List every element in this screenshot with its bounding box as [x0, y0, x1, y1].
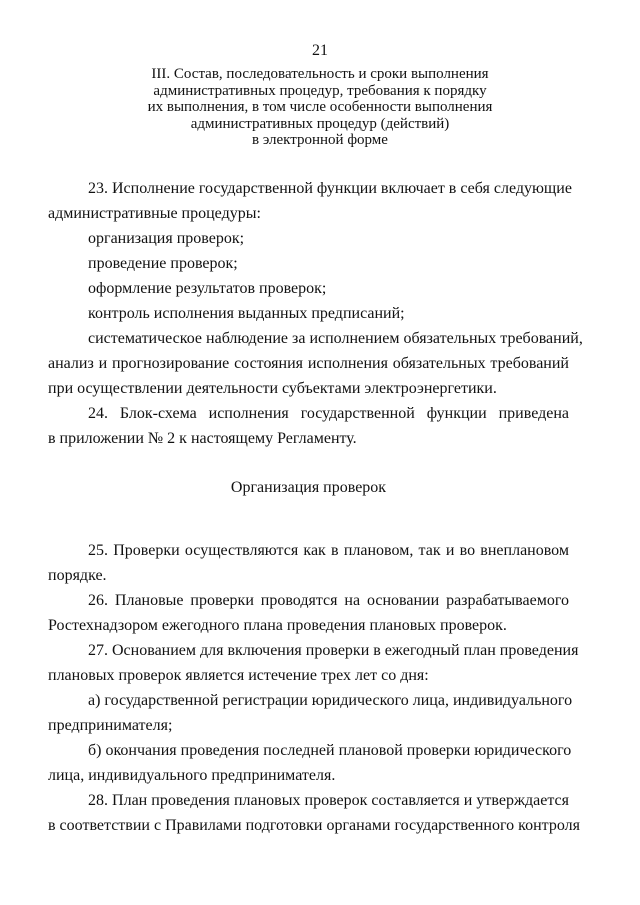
list-item: б) окончания проведения последней плановой проверки юридического	[88, 742, 572, 759]
text-line: в приложении № 2 к настоящему Регламенту.	[48, 430, 357, 447]
paragraph-26	[48, 588, 569, 638]
text-line: 26. Плановые проверки проводятся на основании разрабатываемого	[88, 592, 569, 609]
list-item: организация проверок;	[88, 230, 245, 247]
page-number: 21	[312, 42, 328, 59]
text-line: 27. Основанием для включения проверки в ежегодный план проведения	[88, 642, 579, 659]
section-heading	[120, 66, 520, 149]
subheading: Организация проверок	[230, 479, 387, 496]
text-line: порядке.	[48, 567, 107, 584]
text-line: анализ и прогнозирование состояния исполнения обязательных требований	[48, 355, 569, 372]
paragraph-24	[48, 401, 569, 451]
text-line: 28. План проведения плановых проверок составляется и утверждается	[88, 792, 569, 809]
section-heading-line: в электронной форме	[252, 132, 388, 149]
section-heading-line: их выполнения, в том числе особенности выполнения	[147, 99, 493, 116]
text-line: при осуществлении деятельности субъектами электроэнергетики.	[48, 380, 497, 397]
paragraph-25	[48, 538, 569, 588]
text-line: плановых проверок является истечение трех лет со дня:	[48, 667, 429, 684]
text-line: предпринимателя;	[48, 717, 173, 734]
list-item: а) государственной регистрации юридического лица, индивидуального	[88, 692, 573, 709]
text-line: 23. Исполнение государственной функции включает в себя следующие	[88, 180, 572, 197]
text-line: административные процедуры:	[48, 205, 261, 222]
text-line: 25. Проверки осуществляются как в плановом, так и во внеплановом	[88, 542, 569, 559]
list-item: проведение проверок;	[88, 255, 238, 272]
text-line: систематическое наблюдение за исполнением обязательных требований,	[88, 330, 583, 347]
list-item: контроль исполнения выданных предписаний;	[88, 305, 405, 322]
section-heading-line: административных процедур (действий)	[190, 115, 450, 132]
document-body	[48, 176, 583, 838]
text-line: лица, индивидуального предпринимателя.	[48, 767, 336, 784]
text-line: Ростехнадзором ежегодного плана проведения плановых проверок.	[48, 617, 507, 634]
section-heading-line: административных процедур, требования к порядку	[153, 82, 487, 99]
text-line: 24. Блок-схема исполнения государственной функции приведена	[88, 405, 569, 422]
section-heading-line: III. Состав, последовательность и сроки выполнения	[151, 66, 489, 82]
paragraph-23	[48, 176, 583, 401]
list-item: оформление результатов проверок;	[88, 280, 327, 297]
paragraph-28	[48, 788, 580, 838]
paragraph-27	[48, 638, 579, 788]
text-line: в соответствии с Правилами подготовки органами государственного контроля	[48, 817, 580, 834]
